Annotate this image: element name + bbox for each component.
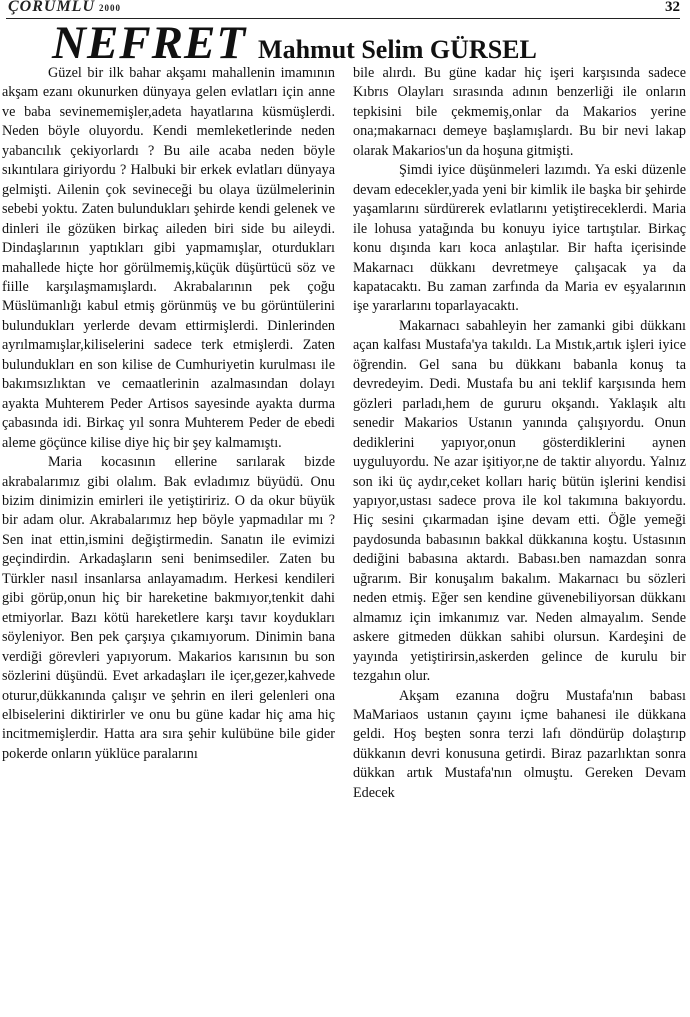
masthead-name: ÇORUMLU bbox=[8, 0, 96, 15]
paragraph: Makarnacı sabahleyin her zamanki gibi dükkanı açan kalfası Mustafa'ya takıldı. La Mıstık,artık işleri iyice öğrendin. Gel sana bu dükkanı babanla konuş ta devredeyim. Dedi. Mustafa bu ani teklif karşısında hem gözleri parladı,hem de gururu okşandı. Yaklaşık altı senedir Makarios Ustanın yanında çalışıyordu. Onun dediklerini yapıyor,onun gösterdiklerini aynen uyguluyordu. Ne azar işitiyor,ne de taktir alıyordu. Yalnız son iki üç aydır,ceket kolları hariç bütün işlerini kendisi yapıyor,ustası sadece prova ile kol takımına bakıyordu. Hiç sesini çıkarmadan işine devam etti. Öğle yemeği paydosunda babasının bakkal dükkanına koştu. Ustasının dediğini babasına aktardı. Babası.ben namazdan sonra uğrarım. Bir konuşalım bakalım. Makarnacı bu sözleri neden etmiş. Eğer sen kendine güvenebiliyorsan dükkanı almamız için imkanımız var. Neden almayalım. Sende askere gitmeden dükkan sahibi olursun. Kardeşini de yayında yetiştirirsin,askerden gelince de kurulu bir tezgahın olur. bbox=[353, 317, 686, 685]
page-number: 32 bbox=[665, 0, 680, 15]
right-column bbox=[353, 64, 686, 1014]
masthead bbox=[8, 0, 121, 16]
article-body bbox=[2, 64, 686, 1014]
paragraph: Akşam ezanına doğru Mustafa'nın babası MaMariaos ustanın çayını içme bahanesi ile dükkana geldi. Hoş beşten sonra terzi lafı döndürüp dolaştırıp dükkanın devri konusuna getirdi. Biraz pazarlıktan sonra dükkan artık Mustafa'nın olmuştu. Gereken Devam Edecek bbox=[353, 687, 686, 801]
paragraph: Güzel bir ilk bahar akşamı mahallenin imamının akşam ezanı okunurken dünyaya gelen evlatları için anne ve baba sevinememişler,adeta hayatlarına küsmüşlerdi. Neden böyle oluyordu. Kendi memleketlerinde neden yabancılık çekiyorlardı ? Bu aile acaba neden böyle sıkıntılara giriyordu ? Halbuki bir erkek evlatları dünyaya gelmişti. Ailenin çok sevineceği bu olaya üzülmelerinin sebebi yoktu. Zaten bulundukları şehirde kendi gelenek ve dinleri ile gözüken birkaç aileden biri side bu aileydi. Dindaşlarının yaptıkları gibi yapmamışlar, oturdukları mahallede hiçte hor görülmemiş,küçük düşürtücü söz ve fiille karşılaşmamışlardı. Akrabalarının pek çoğu Müslümanlığı kabul etmiş görünmüş ve bu görüntülerini bulundukları yerlerde devam ettirmişlerdi. Dinlerinden ayrılmamışlar,kiliselerini sadece terk etmişlerdi. Zaten bulundukları en son kilise de Cumhuriyetin kurulması ile bakımsızlıktan ve cemaatlerinin azalmasından dolayı ayakta Muhterem Peder Artisos sayesinde ayakta durma çabasında idi. Birkaç yıl sonra Muhterem Peder de ebedi aleme göçünce kilise diye hiç bir şey kalmamıştı. bbox=[2, 65, 335, 451]
left-column bbox=[2, 64, 335, 1014]
paragraph: Şimdi iyice düşünmeleri lazımdı. Ya eski düzenle devam edecekler,yada yeni bir kimlik ile başka bir şehirde yaşamlarını sürdürerek evlatlarını yetiştireceklerdi. Maria ile lohusa yatağında bu konuyu iyice tartıştılar. Birkaç konu dışında karı koca anlaştılar. Bir hafta içerisinde Makarnacı dükkanı devretmeye çalışacak ya da kapatacaktı. Bu zaman zarfında da Maria ev eşyalarının işe yararlarını toparlayacaktı. bbox=[353, 162, 686, 315]
article-heading bbox=[52, 18, 537, 68]
article-author: Mahmut Selim GÜRSEL bbox=[258, 35, 537, 64]
article-title: NEFRET bbox=[52, 17, 247, 69]
paragraph: bile alırdı. Bu güne kadar hiç işeri karşısında sadece Kıbrıs Olayları sırasında adının benzerliği ile onların tepkisini bile çekmemiş,onlar da Makarios yerine ona;makarnacı demeye başlamışlardı. Bu bir nevi lakap olarak Makarios'un da hoşuna gitmişti. bbox=[353, 65, 686, 159]
paragraph: Maria kocasının ellerine sarılarak bizde akrabalarımız gibi olalım. Bak evladımız büyüdü. Onu bizim dinimizin emirleri ile yetiştiririz. O da okur büyük bir adam olur. Akrabalarımız hep böyle yapmadılar mı ? Sen inat ettin,ismini değiştirmedin. Sanatın ile evimizi geçindirdin. Arkadaşların seni benimsediler. Zaten bu Türkler nasıl insanlarsa anlayamadım. Herkesi kendileri gibi görüp,onun hiç bir hareketine bakmıyor,tenkit dahi etmiyorlar. Bazı kötü hareketlere karşı tavır koydukları söyleniyor. Ben pek çarşıya çıkamıyorum. Dinimin bana verdiği görevleri yapıyorum. Makarios karısının bu son sözlerini düşündü. Evet arkadaşları ile içer,gezer,kahvede oturur,dükkanında çalışır ve şehrin en ileri gelenleri ona elbiselerini diktirirler ve onu bu güne kadar hiç ama hiç incitmemişlerdir. Hatta ara sıra şehir kulübüne bile gider pokerde onların yüklüce paralarını bbox=[2, 454, 335, 762]
masthead-year: 2000 bbox=[99, 3, 122, 13]
